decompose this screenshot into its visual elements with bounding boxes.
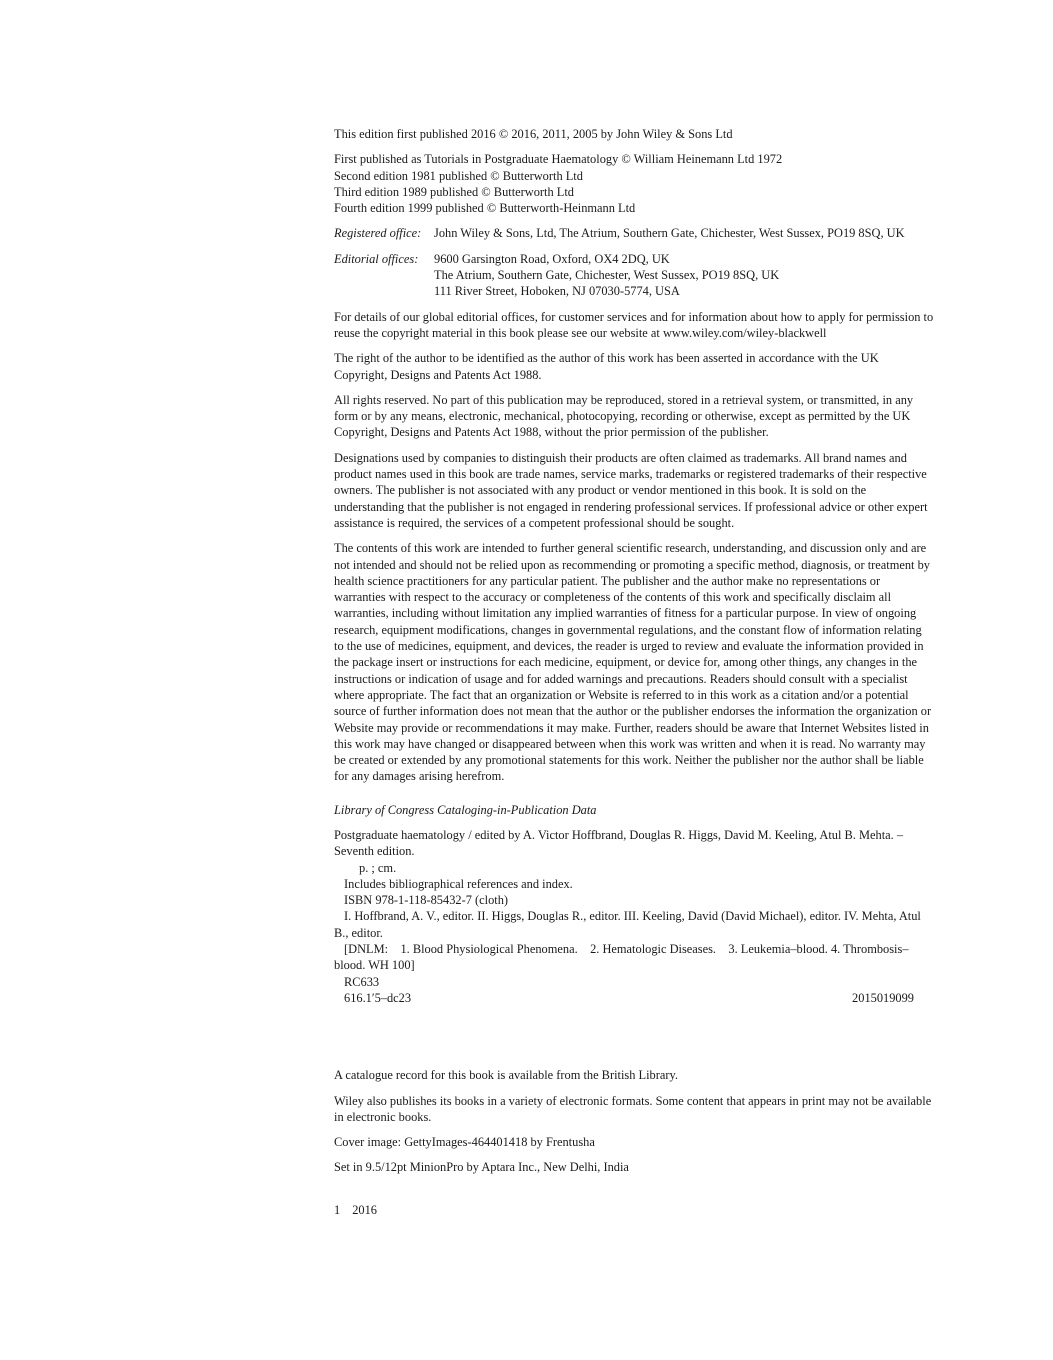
author-rights-paragraph: The right of the author to be identified as the author of this work has been asserted in accordance with the UK Copyright, Designs and Patents Act 1988. [334,351,879,382]
british-library-note: A catalogue record for this book is available from the British Library. [334,1068,678,1083]
history-line: Third edition 1989 published © Butterworth Ltd [334,184,574,199]
cip-editors: I. Hoffbrand, A. V., editor. II. Higgs, Douglas R., editor. III. Keeling, David (David Michael), editor. IV. Mehta, Atul B., editor. [334,909,921,940]
history-line: First published as Tutorials in Postgraduate Haematology © William Heinemann Ltd 1972 [334,152,783,167]
electronic-formats-note: Wiley also publishes its books in a variety of electronic formats. Some content that appears in print may not be available in electronic books. [334,1093,932,1124]
cip-isbn: ISBN 978-1-118-85432-7 (cloth) [344,893,509,908]
editorial-office-address: 111 River Street, Hoboken, NJ 07030-5774, USA [434,284,680,299]
cip-lccn: 2015019099 [852,990,914,1005]
registered-office-address: John Wiley & Sons, Ltd, The Atrium, Southern Gate, Chichester, West Sussex, PO19 8SQ, UK [434,226,905,241]
typesetting-note: Set in 9.5/12pt MinionPro by Aptara Inc., New Delhi, India [334,1160,629,1175]
cip-pages: p. ; cm. [359,860,397,875]
copyright-page [334,126,934,1218]
cip-title: Library of Congress Cataloging-in-Publication Data [334,802,597,817]
print-year: 2016 [352,1202,377,1217]
registered-office [334,225,934,241]
history-line: Fourth edition 1999 published © Butterworth-Heinmann Ltd [334,201,636,216]
cip-includes: Includes bibliographical references and index. [344,876,573,891]
edition-line: This edition first published 2016 © 2016, 2011, 2005 by John Wiley & Sons Ltd [334,127,733,141]
registered-office-label: Registered office: [334,226,422,241]
cover-image-credit: Cover image: GettyImages-464401418 by Frentusha [334,1135,595,1150]
cip-main-entry: Postgraduate haematology / edited by A. Victor Hoffbrand, Douglas R. Higgs, David M. Keeling, Atul B. Mehta. – Seventh edition. [334,827,904,859]
cip-dewey: 616.1′5–dc23 [344,990,412,1005]
editorial-office-address: 9600 Garsington Road, Oxford, OX4 2DQ, UK [434,251,670,266]
editorial-offices-label: Editorial offices: [334,251,419,266]
tail-notes [334,1067,934,1175]
trademarks-paragraph: Designations used by companies to distinguish their products are often claimed as trademarks. All brand names and product names used in this book are trade names, service marks, trademarks or registered trademarks of their respective owners. The publisher is not associated with any product or vendor mentioned in this book. It is sold on the understanding that the publisher is not engaged in rendering professional services. If professional advice or other expert assistance is required, the services of a competent professional should be sought. [334,450,928,530]
editorial-offices [334,251,934,300]
disclaimer-paragraph: The contents of this work are intended to further general scientific research, understanding, and discussion only and are not intended and should not be relied upon as recommending or promoting a specific method, diagnosis, or treatment by health science practitioners for any particular patient. The publisher and the author make no representations or warranties with respect to the accuracy or completeness of the contents of this work and specifically disclaim all warranties, including without limitation any implied warranties of fitness for a particular purpose. In view of ongoing research, equipment modifications, changes in governmental regulations, and the constant flow of information relating to the use of medicines, equipment, and devices, the reader is urged to review and evaluate the information provided in the package insert or instructions for each medicine, equipment, or device for, among other things, any changes in the instructions or indication of usage and for added warnings and precautions. Readers should consult with a specialist where appropriate. The fact that an organization or Website is referred to in this work as a citation and/or a potential source of further information does not mean that the author or the publisher endorses the information the organization or Website may provide or recommendations it may make. Further, readers should be aware that Internet Websites listed in this work may have changed or disappeared between when this work was written and when it is read. No warranty may be created or extended by any promotional statements for this work. Neither the publisher nor the author shall be liable for any damages arising herefrom. [334,541,932,784]
cip-lc-class: RC633 [344,974,380,989]
cip-record [334,827,934,1006]
rights-reserved-paragraph: All rights reserved. No part of this publication may be reproduced, stored in a retrieval system, or transmitted, in any form or by any means, electronic, mechanical, photocopying, recording or otherwise, except as permitted by the UK Copyright, Designs and Patents Act 1988, without the prior permission of the publisher. [334,392,914,440]
publication-history [334,151,934,216]
print-line [334,1202,934,1218]
customer-services-paragraph: For details of our global editorial offices, for customer services and for information about how to apply for permission to reuse the copyright material in this book please see our website at www.wiley.com/wiley-blackwell [334,309,934,340]
editorial-office-address: The Atrium, Southern Gate, Chichester, West Sussex, PO19 8SQ, UK [434,268,780,283]
history-line: Second edition 1981 published © Butterworth Ltd [334,168,583,183]
cip-dnlm: [DNLM: 1. Blood Physiological Phenomena. 2. Hematologic Diseases. 3. Leukemia–blood. 4. Thrombosis–blood. WH 100] [334,942,909,973]
print-number: 1 [334,1202,341,1217]
